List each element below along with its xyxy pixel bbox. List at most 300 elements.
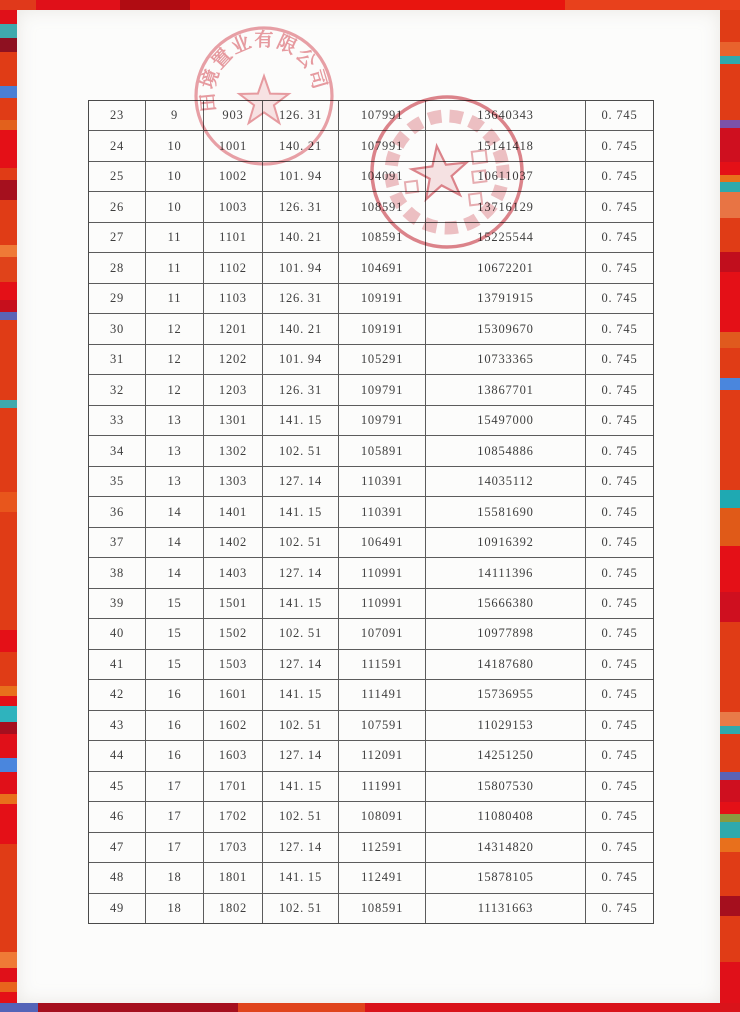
paper-sheet (17, 10, 720, 1003)
table-cell: 36 (89, 497, 146, 526)
table-cell: 107991 (339, 101, 426, 130)
table-cell: 0. 745 (601, 230, 638, 245)
table-cell: 10916392 (426, 528, 586, 557)
table-row (89, 191, 653, 221)
glitch-border-left (0, 0, 17, 1012)
table-cell: 16 (146, 741, 204, 770)
table-cell: 0. 745 (601, 778, 638, 793)
table-cell: 141. 15 (263, 863, 339, 892)
table-cell: 0. 745 (601, 504, 638, 519)
table-cell: 1503 (204, 650, 263, 679)
table-cell: 1602 (204, 711, 263, 740)
border-segment (238, 1003, 365, 1012)
table-cell: 141. 15 (263, 772, 339, 801)
border-segment (0, 968, 17, 982)
table-cell: 43 (89, 711, 146, 740)
table-cell: 27 (89, 223, 146, 252)
table-cell: 10 (146, 192, 204, 221)
table-cell: 13716129 (426, 192, 586, 221)
table-cell: 0. 745 (601, 138, 638, 153)
table-cell: 127. 14 (263, 558, 339, 587)
table-cell: 10854886 (426, 436, 586, 465)
table-cell: 0. 745 (601, 443, 638, 458)
table-cell: 108591 (339, 894, 426, 923)
table-row (89, 405, 653, 435)
table-cell: 104691 (339, 253, 426, 282)
table-cell: 1601 (204, 680, 263, 709)
table-cell: 14 (146, 528, 204, 557)
table-cell: 140. 21 (263, 314, 339, 343)
border-segment (720, 822, 740, 838)
border-segment (0, 492, 17, 512)
border-segment (0, 86, 17, 98)
table-cell: 16 (146, 711, 204, 740)
table-cell: 13791915 (426, 284, 586, 313)
table-row (89, 283, 653, 313)
table-cell: 104091 (339, 162, 426, 191)
table-cell: 17 (146, 833, 204, 862)
table-cell: 110991 (339, 558, 426, 587)
table-cell: 15878105 (426, 863, 586, 892)
border-segment (720, 734, 740, 772)
table-cell: 10 (146, 131, 204, 160)
table-cell: 0. 745 (601, 565, 638, 580)
border-segment (0, 686, 17, 696)
table-cell: 0. 745 (601, 717, 638, 732)
border-segment (0, 722, 17, 734)
table-cell: 39 (89, 589, 146, 618)
table-cell: 102. 51 (263, 802, 339, 831)
table-cell: 102. 51 (263, 711, 339, 740)
table-cell: 16 (146, 680, 204, 709)
table-cell: 1802 (204, 894, 263, 923)
table-cell: 106491 (339, 528, 426, 557)
table-cell: 1301 (204, 406, 263, 435)
table-cell: 0. 745 (601, 108, 638, 123)
border-segment (720, 838, 740, 852)
table-cell: 0. 745 (601, 169, 638, 184)
table-cell: 111491 (339, 680, 426, 709)
border-segment (565, 0, 740, 10)
table-cell: 108091 (339, 802, 426, 831)
table-cell: 15736955 (426, 680, 586, 709)
table-cell: 109791 (339, 375, 426, 404)
table-row (89, 557, 653, 587)
table-cell: 11029153 (426, 711, 586, 740)
table-cell: 1003 (204, 192, 263, 221)
table-cell: 45 (89, 772, 146, 801)
border-segment (0, 734, 17, 758)
table-cell: 1403 (204, 558, 263, 587)
table-cell: 13867701 (426, 375, 586, 404)
table-cell: 102. 51 (263, 528, 339, 557)
border-segment (720, 592, 740, 622)
table-cell: 12 (146, 345, 204, 374)
table-cell: 1801 (204, 863, 263, 892)
table-cell: 10611037 (426, 162, 586, 191)
border-segment (720, 162, 740, 175)
table-cell: 107991 (339, 131, 426, 160)
border-segment (720, 772, 740, 780)
table-cell: 1303 (204, 467, 263, 496)
table-cell: 141. 15 (263, 497, 339, 526)
table-cell: 126. 31 (263, 375, 339, 404)
table-cell: 105291 (339, 345, 426, 374)
table-cell: 25 (89, 162, 146, 191)
table-cell: 11131663 (426, 894, 586, 923)
table-cell: 1201 (204, 314, 263, 343)
border-segment (720, 64, 740, 120)
table-cell: 35 (89, 467, 146, 496)
table-cell: 127. 14 (263, 741, 339, 770)
table-cell: 24 (89, 131, 146, 160)
border-segment (720, 252, 740, 272)
table-cell: 9 (146, 101, 204, 130)
border-segment (0, 630, 17, 652)
table-cell: 1202 (204, 345, 263, 374)
table-cell: 109791 (339, 406, 426, 435)
table-row (89, 618, 653, 648)
border-segment (720, 175, 740, 182)
table-row (89, 374, 653, 404)
table-cell: 13 (146, 467, 204, 496)
glitch-border-right (720, 0, 740, 1012)
table-cell: 903 (204, 101, 263, 130)
table-cell: 1502 (204, 619, 263, 648)
table-cell: 140. 21 (263, 223, 339, 252)
table-cell: 10733365 (426, 345, 586, 374)
table-cell: 0. 745 (601, 413, 638, 428)
border-segment (720, 508, 740, 546)
border-segment (0, 282, 17, 300)
table-cell: 1701 (204, 772, 263, 801)
border-segment (0, 245, 17, 257)
border-segment (0, 794, 17, 804)
table-cell: 18 (146, 863, 204, 892)
table-cell: 101. 94 (263, 345, 339, 374)
table-cell: 0. 745 (601, 870, 638, 885)
table-cell: 40 (89, 619, 146, 648)
table-cell: 49 (89, 894, 146, 923)
border-segment (720, 802, 740, 814)
table-cell: 126. 31 (263, 101, 339, 130)
table-cell: 141. 15 (263, 589, 339, 618)
table-cell: 126. 31 (263, 284, 339, 313)
table-cell: 29 (89, 284, 146, 313)
table-row (89, 527, 653, 557)
table-cell: 0. 745 (601, 199, 638, 214)
border-segment (36, 0, 120, 10)
table-cell: 108591 (339, 223, 426, 252)
table-cell: 13640343 (426, 101, 586, 130)
border-segment (0, 312, 17, 320)
border-segment (720, 42, 740, 56)
table-cell: 11 (146, 284, 204, 313)
border-segment (0, 320, 17, 400)
border-segment (365, 1003, 740, 1012)
table-row (89, 862, 653, 892)
table-row (89, 771, 653, 801)
border-segment (0, 652, 17, 686)
border-segment (720, 218, 740, 252)
table-cell: 0. 745 (601, 291, 638, 306)
table-cell: 15141418 (426, 131, 586, 160)
table-cell: 141. 15 (263, 680, 339, 709)
table-cell: 1501 (204, 589, 263, 618)
table-row (89, 893, 653, 923)
table-cell: 0. 745 (601, 809, 638, 824)
table-cell: 107591 (339, 711, 426, 740)
border-segment (0, 408, 17, 492)
table-cell: 11 (146, 223, 204, 252)
table-cell: 12 (146, 375, 204, 404)
border-segment (720, 546, 740, 592)
table-cell: 0. 745 (601, 321, 638, 336)
table-cell: 33 (89, 406, 146, 435)
border-segment (0, 706, 17, 722)
border-segment (0, 130, 17, 168)
border-segment (720, 348, 740, 378)
table-cell: 0. 745 (601, 535, 638, 550)
table-cell: 102. 51 (263, 619, 339, 648)
table-cell: 1603 (204, 741, 263, 770)
table-row (89, 222, 653, 252)
border-segment (720, 332, 740, 348)
table-cell: 126. 31 (263, 192, 339, 221)
border-segment (0, 1003, 38, 1012)
border-segment (0, 400, 17, 408)
border-segment (720, 182, 740, 192)
table-row (89, 588, 653, 618)
border-segment (0, 0, 36, 10)
table-cell: 1402 (204, 528, 263, 557)
table-cell: 13 (146, 436, 204, 465)
border-segment (0, 168, 17, 180)
table-cell: 111591 (339, 650, 426, 679)
border-segment (720, 622, 740, 712)
table-cell: 0. 745 (601, 382, 638, 397)
table-cell: 17 (146, 802, 204, 831)
border-segment (720, 490, 740, 508)
table-cell: 13 (146, 406, 204, 435)
table-cell: 1702 (204, 802, 263, 831)
table-cell: 110391 (339, 497, 426, 526)
border-segment (0, 257, 17, 282)
border-segment (0, 952, 17, 968)
table-cell: 1102 (204, 253, 263, 282)
seal-arc-text: 田境置业有限公司 (197, 29, 331, 114)
table-cell: 14314820 (426, 833, 586, 862)
table-cell: 14251250 (426, 741, 586, 770)
table-cell: 101. 94 (263, 253, 339, 282)
table-cell: 1103 (204, 284, 263, 313)
border-segment (0, 8, 17, 24)
price-table (88, 100, 654, 924)
border-segment (190, 0, 565, 10)
border-segment (720, 272, 740, 332)
table-cell: 112591 (339, 833, 426, 862)
table-row (89, 435, 653, 465)
border-segment (0, 772, 17, 794)
table-cell: 41 (89, 650, 146, 679)
table-cell: 17 (146, 772, 204, 801)
border-segment (720, 56, 740, 64)
table-row (89, 801, 653, 831)
table-row (89, 130, 653, 160)
border-segment (0, 200, 17, 245)
table-cell: 12 (146, 314, 204, 343)
table-cell: 0. 745 (601, 748, 638, 763)
table-row (89, 710, 653, 740)
border-segment (720, 896, 740, 916)
table-cell: 30 (89, 314, 146, 343)
table-cell: 18 (146, 894, 204, 923)
border-segment (0, 52, 17, 86)
table-cell: 15309670 (426, 314, 586, 343)
border-segment (720, 378, 740, 390)
table-cell: 15 (146, 589, 204, 618)
border-segment (0, 24, 17, 38)
table-cell: 14187680 (426, 650, 586, 679)
table-cell: 15 (146, 619, 204, 648)
table-cell: 127. 14 (263, 467, 339, 496)
table-cell: 42 (89, 680, 146, 709)
table-cell: 1401 (204, 497, 263, 526)
table-row (89, 740, 653, 770)
table-cell: 0. 745 (601, 595, 638, 610)
table-row (89, 679, 653, 709)
table-row (89, 466, 653, 496)
table-cell: 0. 745 (601, 260, 638, 275)
table-cell: 105891 (339, 436, 426, 465)
glitch-border-top (0, 0, 740, 10)
table-cell: 38 (89, 558, 146, 587)
border-segment (720, 726, 740, 734)
border-segment (0, 982, 17, 992)
table-cell: 15 (146, 650, 204, 679)
border-segment (720, 780, 740, 802)
border-segment (720, 192, 740, 218)
table-cell: 102. 51 (263, 436, 339, 465)
glitch-border-bottom (0, 1003, 740, 1012)
border-segment (38, 1003, 238, 1012)
table-cell: 44 (89, 741, 146, 770)
border-segment (0, 844, 17, 952)
table-cell: 109191 (339, 284, 426, 313)
table-cell: 11 (146, 253, 204, 282)
border-segment (0, 758, 17, 772)
border-segment (0, 98, 17, 120)
table-cell: 1001 (204, 131, 263, 160)
table-cell: 108591 (339, 192, 426, 221)
table-cell: 102. 51 (263, 894, 339, 923)
table-cell: 15497000 (426, 406, 586, 435)
border-segment (0, 696, 17, 706)
table-cell: 37 (89, 528, 146, 557)
border-segment (720, 814, 740, 822)
table-cell: 0. 745 (601, 352, 638, 367)
table-cell: 14 (146, 558, 204, 587)
table-cell: 14 (146, 497, 204, 526)
table-cell: 0. 745 (601, 474, 638, 489)
border-segment (0, 38, 17, 52)
table-cell: 26 (89, 192, 146, 221)
table-cell: 0. 745 (601, 900, 638, 915)
table-cell: 110991 (339, 589, 426, 618)
table-cell: 127. 14 (263, 833, 339, 862)
border-segment (720, 128, 740, 162)
table-cell: 15666380 (426, 589, 586, 618)
table-row (89, 101, 653, 130)
border-segment (0, 180, 17, 200)
table-row (89, 344, 653, 374)
table-cell: 1302 (204, 436, 263, 465)
table-cell: 28 (89, 253, 146, 282)
table-cell: 46 (89, 802, 146, 831)
border-segment (720, 390, 740, 490)
table-cell: 112091 (339, 741, 426, 770)
table-cell: 0. 745 (601, 839, 638, 854)
table-row (89, 496, 653, 526)
table-cell: 10 (146, 162, 204, 191)
table-cell: 140. 21 (263, 131, 339, 160)
table-cell: 111991 (339, 772, 426, 801)
table-row (89, 252, 653, 282)
table-cell: 23 (89, 101, 146, 130)
table-cell: 11080408 (426, 802, 586, 831)
border-segment (720, 916, 740, 962)
table-row (89, 161, 653, 191)
border-segment (720, 852, 740, 896)
table-cell: 32 (89, 375, 146, 404)
table-cell: 15225544 (426, 223, 586, 252)
table-cell: 0. 745 (601, 626, 638, 641)
border-segment (720, 712, 740, 726)
table-cell: 47 (89, 833, 146, 862)
border-segment (0, 512, 17, 630)
table-cell: 15581690 (426, 497, 586, 526)
table-cell: 10977898 (426, 619, 586, 648)
table-row (89, 832, 653, 862)
border-segment (120, 0, 190, 10)
table-cell: 1203 (204, 375, 263, 404)
border-segment (720, 120, 740, 128)
table-cell: 110391 (339, 467, 426, 496)
table-cell: 31 (89, 345, 146, 374)
border-segment (0, 120, 17, 130)
table-cell: 107091 (339, 619, 426, 648)
table-cell: 10672201 (426, 253, 586, 282)
table-cell: 14111396 (426, 558, 586, 587)
table-cell: 0. 745 (601, 656, 638, 671)
table-cell: 0. 745 (601, 687, 638, 702)
table-cell: 141. 15 (263, 406, 339, 435)
table-cell: 1101 (204, 223, 263, 252)
table-cell: 48 (89, 863, 146, 892)
table-cell: 109191 (339, 314, 426, 343)
border-segment (0, 804, 17, 844)
table-cell: 112491 (339, 863, 426, 892)
table-cell: 14035112 (426, 467, 586, 496)
table-row (89, 313, 653, 343)
table-cell: 101. 94 (263, 162, 339, 191)
table-cell: 34 (89, 436, 146, 465)
table-cell: 15807530 (426, 772, 586, 801)
table-cell: 1002 (204, 162, 263, 191)
table-cell: 1703 (204, 833, 263, 862)
table-row (89, 649, 653, 679)
table-cell: 127. 14 (263, 650, 339, 679)
